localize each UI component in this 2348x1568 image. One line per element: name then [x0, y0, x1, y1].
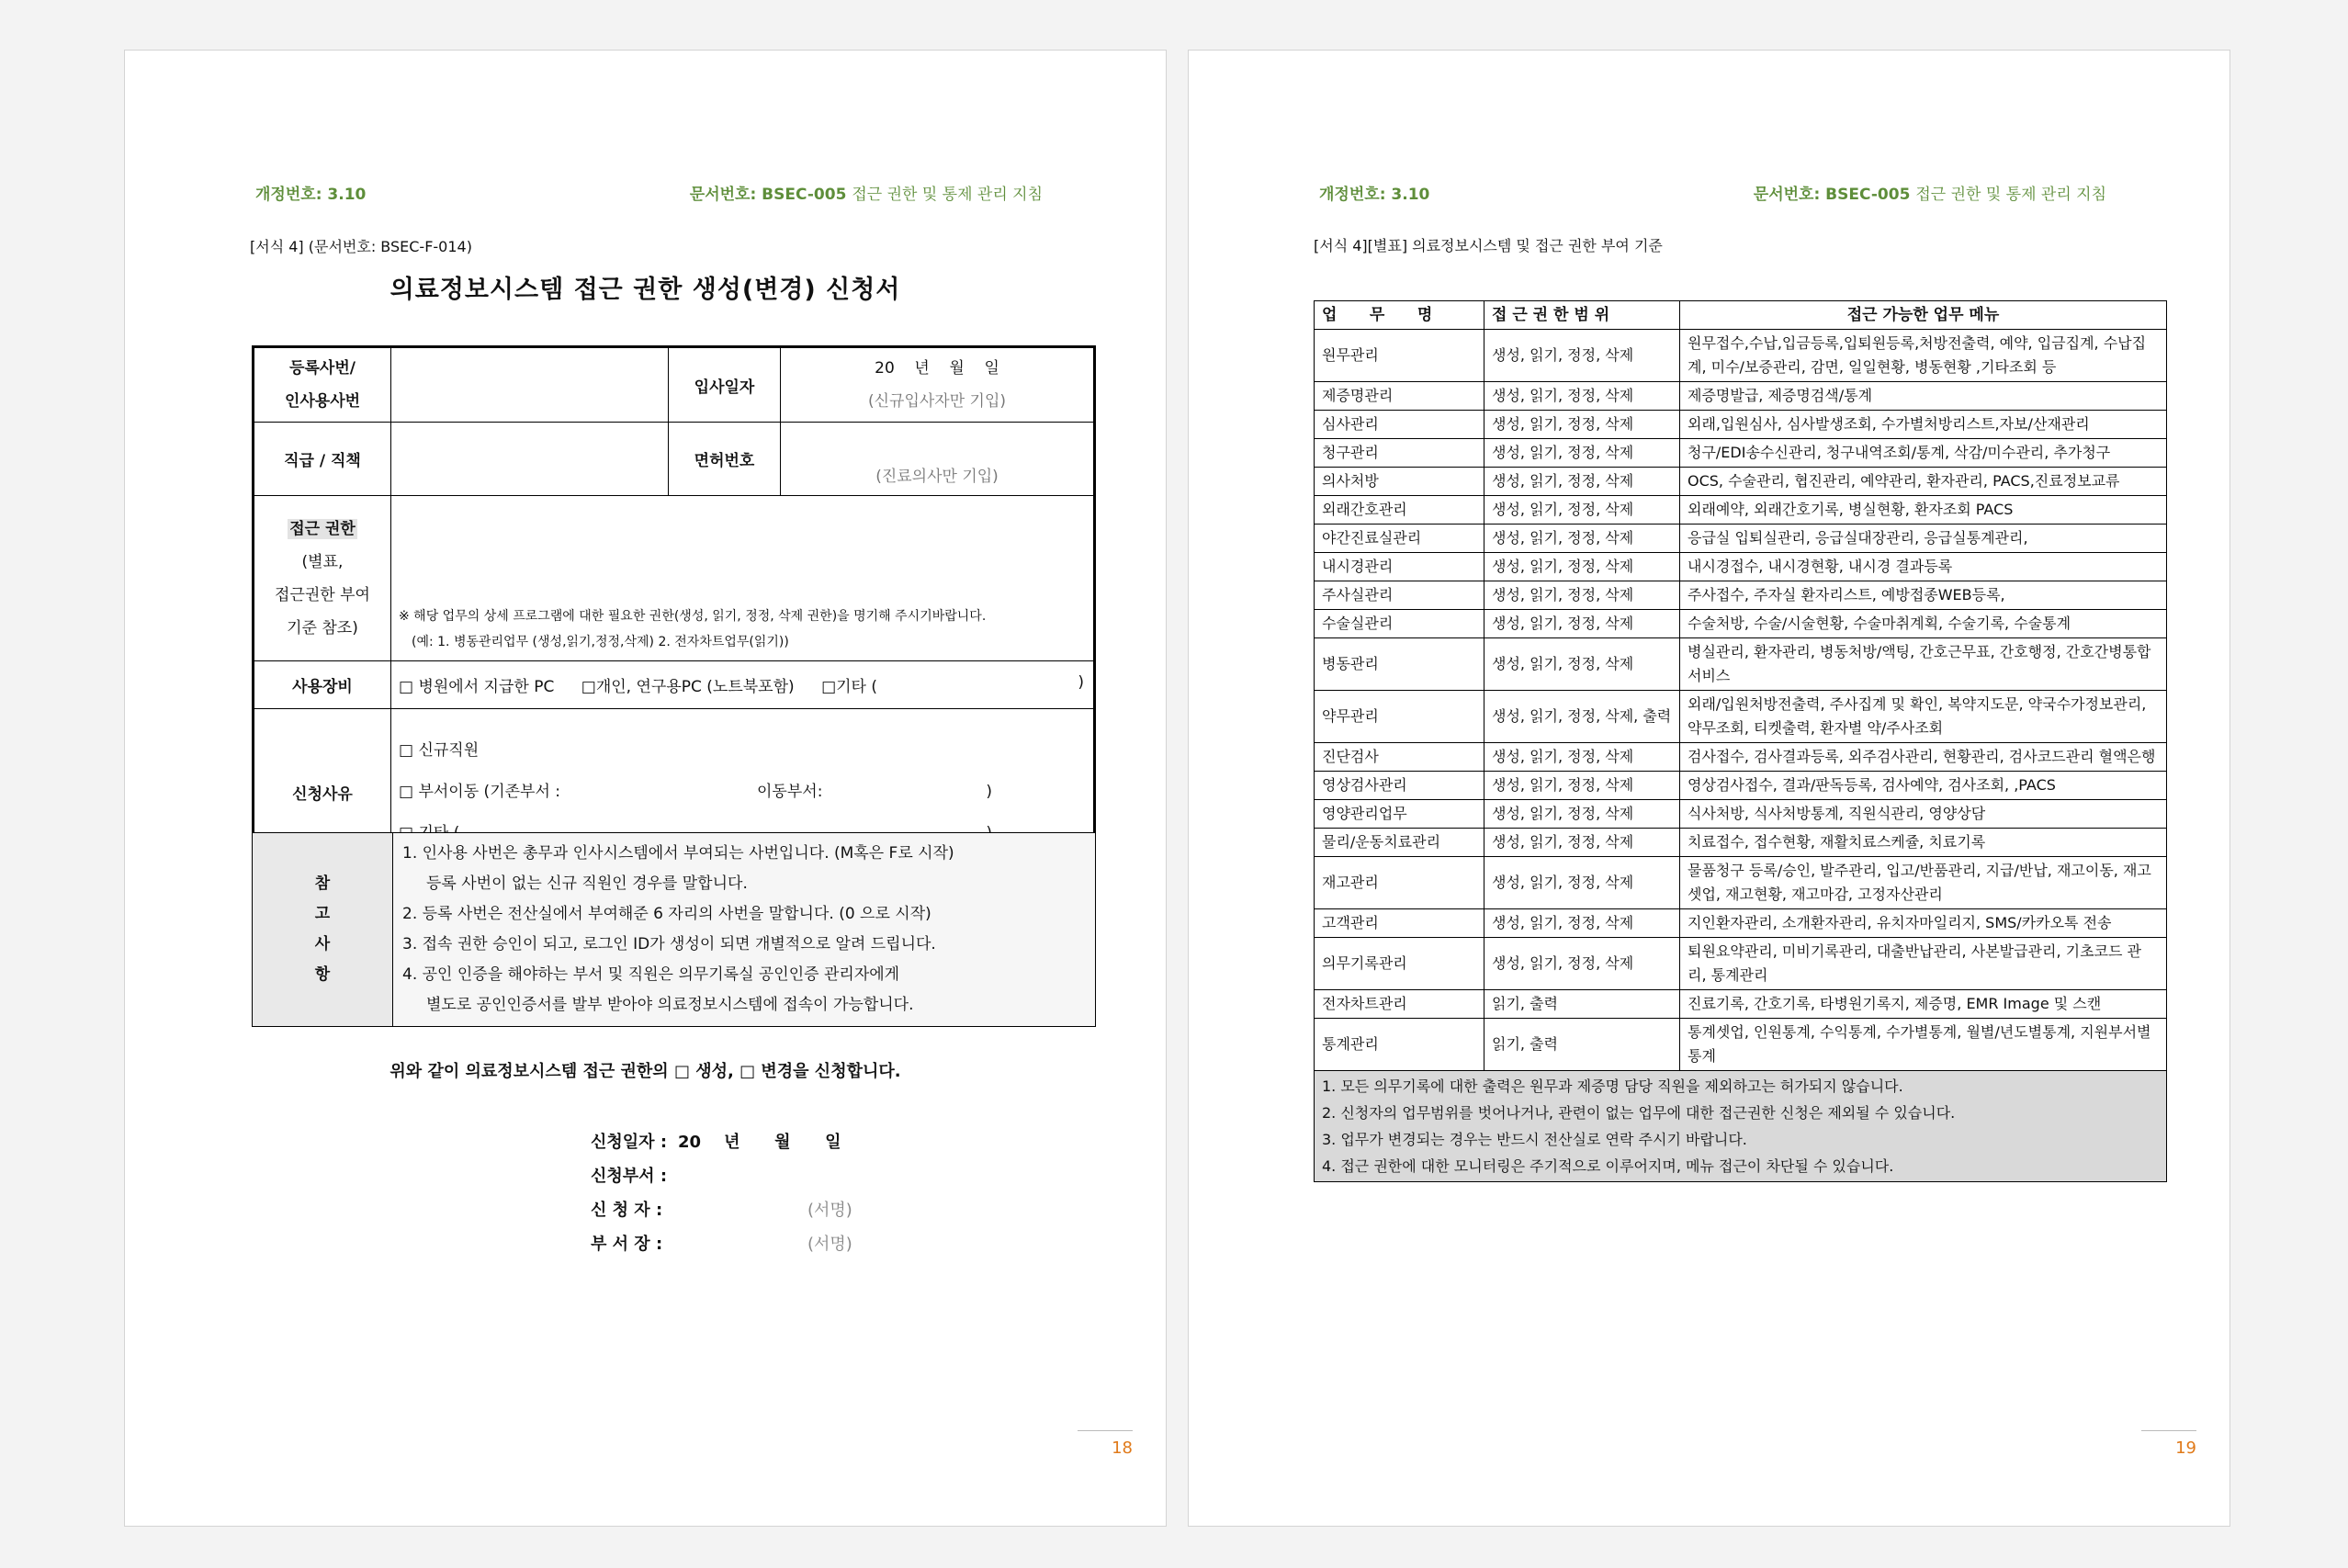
cell-menu: 원무접수,수납,입금등록,입퇴원등록,처방전출력, 예약, 입금집계, 수납집계, 미수/보증관리, 감면, 일일현황, 병동현황 ,기타조회 등: [1680, 330, 2167, 382]
cell-task: 청구관리: [1315, 439, 1484, 468]
document-number-title: 접근 권한 및 통제 관리 지침: [852, 186, 1043, 204]
registration-number-label: [254, 347, 391, 423]
cell-menu: 병실관리, 환자관리, 병동처방/액팅, 간호근무표, 간호행정, 간호간병통합서비스: [1680, 638, 2167, 691]
ref-line-4b: 별도로 공인인증서를 발부 받아야 의료정보시스템에 접속이 가능합니다.: [426, 996, 914, 1014]
cell-menu: 통계셋업, 인원통계, 수익통계, 수가별통계, 월별/년도별통계, 지원부서별 통계: [1680, 1019, 2167, 1071]
device-options: [391, 661, 1095, 709]
table-row: [1315, 496, 2167, 525]
rank-label: 직급 / 직책: [254, 423, 391, 496]
access-note-4: 4. 접근 권한에 대한 모니터링은 주기적으로 이루어지며, 메뉴 접근이 차단될 수 있습니다.: [1322, 1157, 1894, 1175]
cell-task: 약무관리: [1315, 691, 1484, 743]
cell-scope: 생성, 읽기, 정정, 삭제: [1484, 439, 1680, 468]
page-number: 19: [2141, 1430, 2196, 1458]
cell-scope: 생성, 읽기, 정정, 삭제: [1484, 800, 1680, 829]
cell-task: 영양관리업무: [1315, 800, 1484, 829]
signature-head-label: 부 서 장 :: [591, 1235, 663, 1254]
table-row: [1315, 330, 2167, 382]
license-field[interactable]: [781, 423, 1095, 496]
reference-notes-table: [252, 832, 1096, 1027]
table-row: [1315, 439, 2167, 468]
cell-menu: 진료기록, 간호기록, 타병원기록지, 제증명, EMR Image 및 스캔: [1680, 990, 2167, 1019]
ref-line-2: 2. 등록 사번은 전산실에서 부여해준 6 자리의 사번을 말합니다. (0 으로 시작): [402, 905, 931, 923]
cell-task: 수술실관리: [1315, 610, 1484, 638]
reason-transfer-close: ): [986, 782, 992, 801]
revision-number: 개정번호: 3.10: [1319, 186, 1430, 204]
cell-menu: 청구/EDI송수신관리, 청구내역조회/통계, 삭감/미수관리, 추가청구: [1680, 439, 2167, 468]
table-row: [1315, 829, 2167, 857]
access-label-line2: (별표,: [301, 552, 344, 571]
cell-scope: 생성, 읽기, 정정, 삭제: [1484, 772, 1680, 800]
access-note-2: (예: 1. 병동관리업무 (생성,읽기,정정,삭제) 2. 전자차트업무(읽기)): [412, 635, 789, 649]
join-date-label: 입사일자: [669, 347, 781, 423]
reason-transfer-text: □ 부서이동 (기존부서 :: [399, 782, 561, 801]
ref-label-char-1: 참: [314, 874, 331, 893]
reason-label: 신청사유: [254, 709, 391, 876]
access-note-3: 3. 업무가 변경되는 경우는 반드시 전산실로 연락 주시기 바랍니다.: [1322, 1131, 1747, 1148]
cell-task: 외래간호관리: [1315, 496, 1484, 525]
cell-scope: 생성, 읽기, 정정, 삭제, 출력: [1484, 691, 1680, 743]
cell-scope: 생성, 읽기, 정정, 삭제: [1484, 496, 1680, 525]
cell-scope: 생성, 읽기, 정정, 삭제: [1484, 581, 1680, 610]
join-date-value: 20 년 월 일: [875, 359, 999, 378]
access-notes: [1315, 1071, 2167, 1182]
cell-menu: 식사처방, 식사처방통계, 직원식관리, 영양상담: [1680, 800, 2167, 829]
cell-menu: 영상검사접수, 결과/판독등록, 검사예약, 검사조회, ,PACS: [1680, 772, 2167, 800]
cell-menu: 외래예약, 외래간호기록, 병실현황, 환자조회 PACS: [1680, 496, 2167, 525]
ref-line-3: 3. 접속 권한 승인이 되고, 로그인 ID가 생성이 되면 개별적으로 알려 드립니다.: [402, 935, 936, 953]
table-row: [1315, 638, 2167, 691]
cell-task: 의사처방: [1315, 468, 1484, 496]
cell-menu: 외래/입원처방전출력, 주사집계 및 확인, 복약지도문, 약국수가정보관리, 약무조회, 티켓출력, 환자별 약/주사조회: [1680, 691, 2167, 743]
cell-scope: 생성, 읽기, 정정, 삭제: [1484, 938, 1680, 990]
rank-field[interactable]: [391, 423, 669, 496]
device-option-personal-pc[interactable]: □개인, 연구용PC (노트북포함): [581, 678, 795, 696]
col-header-task: 업 무 명: [1315, 301, 1484, 330]
reg-label-line2: 인사용사번: [284, 392, 361, 411]
device-label: 사용장비: [254, 661, 391, 709]
signature-applicant: [591, 1197, 852, 1221]
document-page-19: [1188, 50, 2230, 1527]
device-option-hospital-pc[interactable]: □ 병원에서 지급한 PC: [399, 678, 555, 696]
cell-menu: OCS, 수술관리, 협진관리, 예약관리, 환자관리, PACS,진료정보교류: [1680, 468, 2167, 496]
cell-task: 영상검사관리: [1315, 772, 1484, 800]
cell-scope: 생성, 읽기, 정정, 삭제: [1484, 638, 1680, 691]
table-row: [1315, 468, 2167, 496]
cell-menu: 제증명발급, 제증명검색/통계: [1680, 382, 2167, 411]
device-option-other[interactable]: □기타 (: [821, 678, 878, 696]
signature-dept: [591, 1163, 667, 1187]
cell-scope: 생성, 읽기, 정정, 삭제: [1484, 743, 1680, 772]
cell-task: 물리/운동치료관리: [1315, 829, 1484, 857]
cell-scope: 읽기, 출력: [1484, 990, 1680, 1019]
reason-transfer-dest: 이동부서:: [757, 782, 823, 801]
document-number: [690, 181, 1043, 204]
cell-scope: 생성, 읽기, 정정, 삭제: [1484, 382, 1680, 411]
join-date-field[interactable]: [781, 347, 1095, 423]
access-note-1: 1. 모든 의무기록에 대한 출력은 원무과 제증명 담당 직원을 제외하고는 허가되지 않습니다.: [1322, 1077, 1903, 1095]
cell-task: 의무기록관리: [1315, 938, 1484, 990]
col-header-scope: 접 근 권 한 범 위: [1484, 301, 1680, 330]
table-row: [1315, 525, 2167, 553]
signature-dept-label: 신청부서 :: [591, 1167, 668, 1186]
cell-menu: 외래,입원심사, 심사발생조회, 수가별처방리스트,자보/산재관리: [1680, 411, 2167, 439]
appendix-label: [서식 4][별표] 의료정보시스템 및 접근 권한 부여 기준: [1314, 237, 1663, 254]
cell-task: 원무관리: [1315, 330, 1484, 382]
table-row: [1315, 743, 2167, 772]
cell-task: 전자차트관리: [1315, 990, 1484, 1019]
cell-scope: 생성, 읽기, 정정, 삭제: [1484, 829, 1680, 857]
reason-option-new-employee[interactable]: □ 신규직원: [399, 740, 480, 760]
license-note: (진료의사만 기입): [875, 468, 999, 486]
cell-task: 통계관리: [1315, 1019, 1484, 1071]
license-label: 면허번호: [669, 423, 781, 496]
document-number: [1754, 181, 2106, 204]
cell-menu: 수술처방, 수술/시술현황, 수술마취계획, 수술기록, 수술통계: [1680, 610, 2167, 638]
application-form-table: [252, 345, 1096, 877]
access-note-1: ※ 해당 업무의 상세 프로그램에 대한 필요한 권한(생성, 읽기, 정정, 삭제 권한)을 명기해 주시기바랍니다.: [399, 609, 987, 624]
ref-label-char-3: 사: [314, 935, 331, 953]
document-number-title: 접근 권한 및 통제 관리 지침: [1915, 186, 2106, 204]
join-date-note: (신규입사자만 기입): [867, 392, 1007, 411]
reg-label-line1: 등록사번/: [289, 359, 356, 378]
reference-text: [393, 833, 1096, 1027]
cell-menu: 치료접수, 접수현황, 재활치료스케쥴, 치료기록: [1680, 829, 2167, 857]
cell-menu: 지인환자관리, 소개환자관리, 유치자마일리지, SMS/카카오톡 전송: [1680, 909, 2167, 938]
access-label-line3: 접근권한 부여: [275, 585, 370, 604]
cell-task: 제증명관리: [1315, 382, 1484, 411]
cell-scope: 읽기, 출력: [1484, 1019, 1680, 1071]
table-row: [1315, 1019, 2167, 1071]
document-page-18: [124, 50, 1167, 1527]
applicant-sign-note: (서명): [807, 1201, 852, 1220]
reason-option-transfer[interactable]: [399, 772, 1086, 813]
page-number: 18: [1078, 1430, 1133, 1458]
declaration-text: 위와 같이 의료정보시스템 접근 권한의 □ 생성, □ 변경을 신청합니다.: [389, 1062, 901, 1081]
ref-line-1b: 등록 사번이 없는 신규 직원인 경우를 말합니다.: [426, 874, 748, 893]
table-row: [1315, 772, 2167, 800]
cell-task: 주사실관리: [1315, 581, 1484, 610]
col-header-menu: 접근 가능한 업무 메뉴: [1680, 301, 2167, 330]
revision-number: 개정번호: 3.10: [255, 186, 367, 204]
cell-scope: 생성, 읽기, 정정, 삭제: [1484, 857, 1680, 909]
cell-scope: 생성, 읽기, 정정, 삭제: [1484, 411, 1680, 439]
cell-task: 내시경관리: [1315, 553, 1484, 581]
cell-task: 고객관리: [1315, 909, 1484, 938]
cell-scope: 생성, 읽기, 정정, 삭제: [1484, 330, 1680, 382]
cell-menu: 주사접수, 주자실 환자리스트, 예방접종WEB등록,: [1680, 581, 2167, 610]
table-row: [1315, 553, 2167, 581]
signature-date-label: 신청일자 :: [591, 1133, 668, 1152]
table-row: [1315, 382, 2167, 411]
registration-number-field[interactable]: [391, 347, 669, 423]
cell-menu: 검사접수, 검사결과등록, 외주검사관리, 현황관리, 검사코드관리 혈액은행: [1680, 743, 2167, 772]
cell-task: 재고관리: [1315, 857, 1484, 909]
signature-head: [591, 1231, 852, 1255]
access-criteria-table: [1314, 300, 2167, 1182]
cell-task: 병동관리: [1315, 638, 1484, 691]
document-number-prefix: 문서번호: BSEC-005: [1753, 186, 1911, 204]
table-row: [1315, 800, 2167, 829]
access-label-line1: 접근 권한: [289, 519, 356, 538]
access-label-line4: 기준 참조): [287, 618, 358, 637]
device-other-close: ): [1078, 673, 1084, 692]
ref-line-1: 1. 인사용 사번은 총무과 인사시스템에서 부여되는 사번입니다. (M혹은 F로 시작): [402, 844, 954, 863]
access-note-2: 2. 신청자의 업무범위를 벗어나거나, 관련이 없는 업무에 대한 접근권한 신청은 제외될 수 있습니다.: [1322, 1104, 1956, 1122]
cell-scope: 생성, 읽기, 정정, 삭제: [1484, 468, 1680, 496]
signature-applicant-label: 신 청 자 :: [591, 1201, 663, 1220]
signature-date-value: 20 년 월 일: [678, 1133, 841, 1152]
signature-date: [591, 1129, 841, 1153]
cell-task: 진단검사: [1315, 743, 1484, 772]
table-row: [1315, 857, 2167, 909]
table-row: [1315, 990, 2167, 1019]
access-criteria-body: [1315, 330, 2167, 1071]
access-rights-label: [254, 496, 391, 661]
cell-scope: 생성, 읽기, 정정, 삭제: [1484, 553, 1680, 581]
ref-label-char-4: 항: [314, 965, 331, 984]
table-row: [1315, 938, 2167, 990]
page-title: 의료정보시스템 접근 권한 생성(변경) 신청서: [389, 276, 901, 304]
document-number-prefix: 문서번호: BSEC-005: [689, 186, 847, 204]
cell-menu: 퇴원요약관리, 미비기록관리, 대출반납관리, 사본발급관리, 기초코드 관리, 통계관리: [1680, 938, 2167, 990]
form-label: [서식 4] (문서번호: BSEC-F-014): [250, 238, 472, 255]
cell-task: 심사관리: [1315, 411, 1484, 439]
cell-menu: 물품청구 등록/승인, 발주관리, 입고/반품관리, 지급/반납, 재고이동, 재고셋업, 재고현황, 재고마감, 고정자산관리: [1680, 857, 2167, 909]
cell-task: 야간진료실관리: [1315, 525, 1484, 553]
ref-line-4: 4. 공인 인증을 해야하는 부서 및 직원은 의무기록실 공인인증 관리자에게: [402, 965, 900, 984]
table-row: [1315, 581, 2167, 610]
head-sign-note: (서명): [807, 1235, 852, 1254]
cell-scope: 생성, 읽기, 정정, 삭제: [1484, 909, 1680, 938]
cell-menu: 응급실 입퇴실관리, 응급실대장관리, 응급실통계관리,: [1680, 525, 2167, 553]
table-row: [1315, 691, 2167, 743]
table-row: [1315, 610, 2167, 638]
table-row: [1315, 411, 2167, 439]
access-notes-cell: [1315, 1071, 2167, 1182]
cell-scope: 생성, 읽기, 정정, 삭제: [1484, 525, 1680, 553]
cell-menu: 내시경접수, 내시경현황, 내시경 결과등록: [1680, 553, 2167, 581]
access-rights-field[interactable]: [391, 496, 1095, 661]
reference-label: [253, 833, 393, 1027]
cell-scope: 생성, 읽기, 정정, 삭제: [1484, 610, 1680, 638]
table-row: [1315, 909, 2167, 938]
ref-label-char-2: 고: [314, 905, 331, 923]
